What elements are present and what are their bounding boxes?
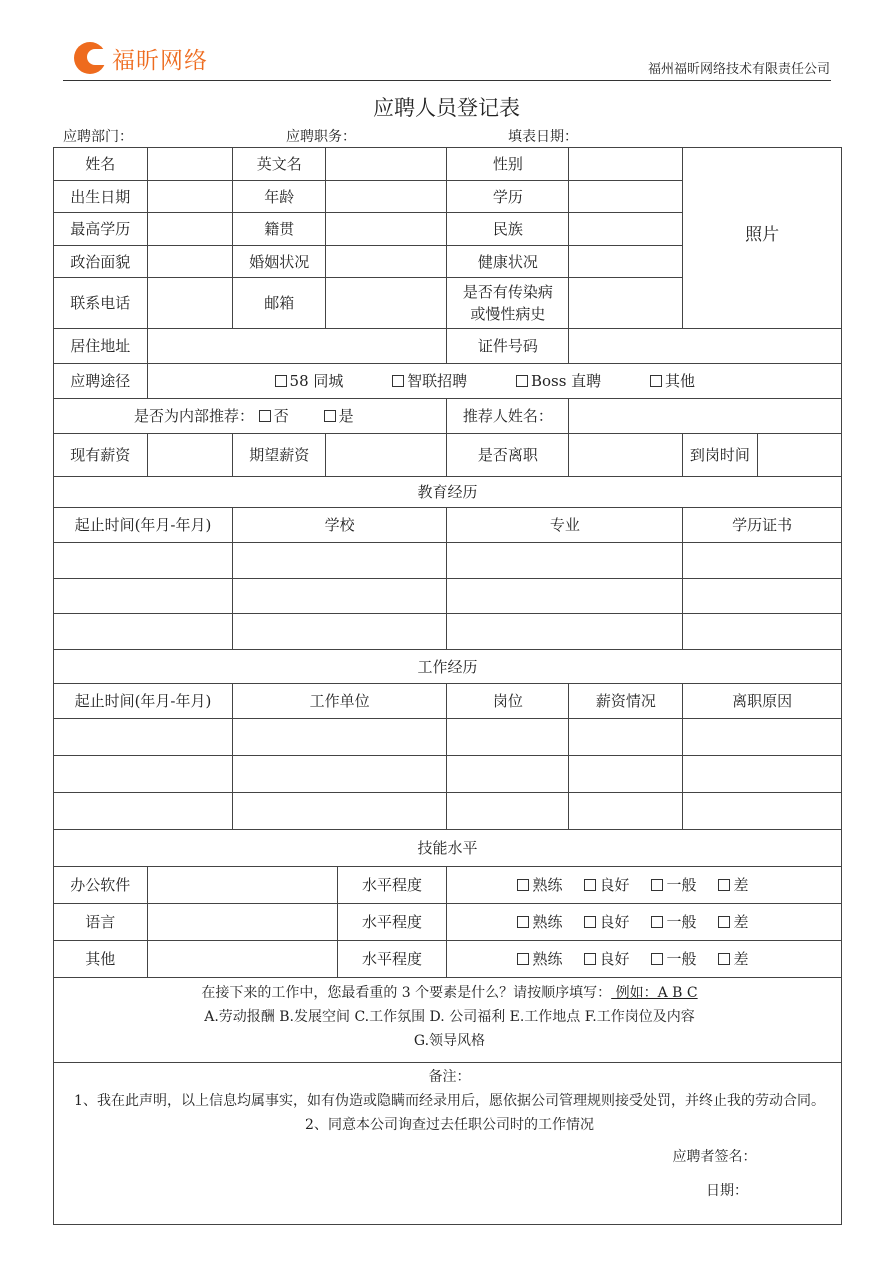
expected-salary-field[interactable] [326, 434, 447, 477]
checkbox-icon [650, 375, 662, 387]
work-cell[interactable] [232, 756, 447, 793]
referrer-field[interactable] [569, 399, 842, 434]
company-name: 福州福昕网络技术有限责任公司 [647, 62, 830, 77]
page-title: 应聘人员登记表 [373, 96, 520, 120]
checkbox-icon [517, 916, 529, 928]
current-salary-field[interactable] [147, 434, 232, 477]
disease-label-line1: 是否有传染病 [462, 283, 553, 301]
education-label: 学历 [447, 181, 569, 213]
signature-label[interactable]: 应聘者签名： [672, 1149, 757, 1165]
skills-section-title: 技能水平 [54, 830, 842, 867]
edu-cell[interactable] [447, 614, 683, 650]
english-name-label: 英文名 [232, 148, 326, 181]
skill-level-label: 水平程度 [337, 867, 447, 904]
disease-label [447, 278, 569, 329]
factors-options-2: G.领导风格 [413, 1033, 486, 1049]
health-label: 健康状况 [447, 246, 569, 278]
education-section-title: 教育经历 [54, 477, 842, 508]
work-cell[interactable] [232, 719, 447, 756]
highest-edu-label: 最高学历 [54, 213, 148, 246]
edu-cell[interactable] [54, 614, 233, 650]
highest-edu-field[interactable] [147, 213, 232, 246]
start-time-field[interactable] [757, 434, 841, 477]
edu-header-certificate: 学历证书 [683, 508, 842, 543]
notes-block [54, 1063, 842, 1225]
skill-level-label: 水平程度 [337, 904, 447, 941]
checkbox-icon [259, 410, 271, 422]
referral-yes-option[interactable]: 是 [324, 407, 354, 425]
id-no-label: 证件号码 [447, 329, 569, 364]
checkbox-icon [651, 916, 663, 928]
referral-no-option[interactable]: 否 [259, 407, 289, 425]
factors-example: 例如：A B C [611, 985, 698, 1001]
table-row [54, 756, 842, 793]
age-label: 年龄 [232, 181, 326, 213]
edu-cell[interactable] [54, 543, 233, 579]
work-cell[interactable] [569, 719, 683, 756]
work-cell[interactable] [569, 756, 683, 793]
channel-option-boss[interactable]: Boss 直聘 [516, 370, 601, 392]
edu-cell[interactable] [447, 543, 683, 579]
channel-option-zhilian[interactable]: 智联招聘 [392, 370, 467, 392]
checkbox-icon [516, 375, 528, 387]
factors-question: 在接下来的工作中，您最看重的 3 个要素是什么？请按顺序填写： [201, 985, 612, 1001]
notes-line-2: 2、同意本公司询查过去任职公司时的工作情况 [305, 1117, 594, 1133]
checkbox-icon [651, 879, 663, 891]
work-cell[interactable] [232, 793, 447, 830]
skill-language-levels [447, 904, 842, 941]
edu-cell[interactable] [232, 579, 447, 614]
marital-field[interactable] [326, 246, 447, 278]
checkbox-icon [517, 879, 529, 891]
channel-label: 应聘途径 [54, 364, 148, 399]
work-header-period: 起止时间(年月-年月) [54, 684, 233, 719]
english-name-field[interactable] [326, 148, 447, 181]
work-cell[interactable] [683, 756, 842, 793]
health-field[interactable] [569, 246, 683, 278]
email-label: 邮箱 [232, 278, 326, 329]
company-logo [73, 40, 208, 76]
marital-label: 婚姻状况 [232, 246, 326, 278]
start-time-label: 到岗时间 [683, 434, 757, 477]
native-label: 籍贯 [232, 213, 326, 246]
birth-field[interactable] [147, 181, 232, 213]
level-option[interactable]: 差 [718, 874, 748, 896]
work-header-employer: 工作单位 [232, 684, 447, 719]
edu-cell[interactable] [232, 543, 447, 579]
checkbox-icon [718, 916, 730, 928]
edu-cell[interactable] [683, 614, 842, 650]
edu-cell[interactable] [683, 543, 842, 579]
checkbox-icon [584, 953, 596, 965]
level-option[interactable]: 熟练 [517, 911, 562, 933]
ethnic-label: 民族 [447, 213, 569, 246]
work-cell[interactable] [54, 719, 233, 756]
signature-date-label[interactable]: 日期： [706, 1183, 748, 1199]
edu-cell[interactable] [447, 579, 683, 614]
notes-line-1: 1、我在此声明，以上信息均属事实，如有伪造或隐瞒而经录用后，愿依据公司管理规则接受处罚，并终止我的劳动合同。 [74, 1093, 825, 1109]
address-label: 居住地址 [54, 329, 148, 364]
table-row [54, 614, 842, 650]
checkbox-icon [584, 879, 596, 891]
work-header-reason: 离职原因 [683, 684, 842, 719]
work-cell[interactable] [54, 793, 233, 830]
checkbox-icon [718, 953, 730, 965]
channel-option-other[interactable]: 其他 [650, 370, 695, 392]
id-no-field[interactable] [569, 329, 842, 364]
political-field[interactable] [147, 246, 232, 278]
work-header-post: 岗位 [447, 684, 569, 719]
work-cell[interactable] [447, 719, 569, 756]
dept-label: 应聘部门： [63, 129, 133, 145]
notes-title: 备注： [428, 1069, 471, 1085]
factors-block[interactable] [54, 978, 842, 1063]
checkbox-icon [324, 410, 336, 422]
work-cell[interactable] [683, 793, 842, 830]
expected-salary-label: 期望薪资 [232, 434, 326, 477]
work-cell[interactable] [54, 756, 233, 793]
current-salary-label: 现有薪资 [54, 434, 148, 477]
level-option[interactable]: 熟练 [517, 948, 562, 970]
table-row [54, 793, 842, 830]
disease-label-line2: 或慢性病史 [470, 305, 546, 323]
skill-office-label: 办公软件 [54, 867, 148, 904]
logo-text: 福昕网络 [112, 47, 208, 74]
edu-cell[interactable] [683, 579, 842, 614]
skill-other-label: 其他 [54, 941, 148, 978]
resigned-field[interactable] [569, 434, 683, 477]
resigned-label: 是否离职 [447, 434, 569, 477]
birth-label: 出生日期 [54, 181, 148, 213]
age-field[interactable] [326, 181, 447, 213]
phone-label: 联系电话 [54, 278, 148, 329]
native-field[interactable] [326, 213, 447, 246]
edu-cell[interactable] [54, 579, 233, 614]
name-field[interactable] [147, 148, 232, 181]
registration-form-table [53, 147, 842, 1225]
work-cell[interactable] [447, 756, 569, 793]
checkbox-icon [584, 916, 596, 928]
level-option[interactable]: 一般 [651, 911, 696, 933]
ethnic-field[interactable] [569, 213, 683, 246]
channel-options [147, 364, 841, 399]
skill-office-levels [447, 867, 842, 904]
edu-header-period: 起止时间(年月-年月) [54, 508, 233, 543]
skill-other-field[interactable] [147, 941, 337, 978]
checkbox-icon [275, 375, 287, 387]
header-divider [63, 80, 831, 81]
gender-label: 性别 [447, 148, 569, 181]
level-option[interactable]: 熟练 [517, 874, 562, 896]
level-option[interactable]: 良好 [584, 874, 629, 896]
checkbox-icon [651, 953, 663, 965]
skill-office-field[interactable] [147, 867, 337, 904]
work-header-salary: 薪资情况 [569, 684, 683, 719]
referral-row [54, 399, 447, 434]
table-row [54, 543, 842, 579]
channel-option-58[interactable]: 58 同城 [275, 370, 344, 392]
position-label: 应聘职务： [286, 129, 356, 145]
work-cell[interactable] [569, 793, 683, 830]
work-section-title: 工作经历 [54, 650, 842, 684]
checkbox-icon [718, 879, 730, 891]
email-field[interactable] [326, 278, 447, 329]
level-option[interactable]: 良好 [584, 911, 629, 933]
skill-language-field[interactable] [147, 904, 337, 941]
name-label: 姓名 [54, 148, 148, 181]
table-row [54, 579, 842, 614]
level-option[interactable]: 一般 [651, 948, 696, 970]
factors-options: A.劳动报酬 B.发展空间 C.工作氛围 D. 公司福利 E.工作地点 F.工作岗位及内容 [204, 1009, 695, 1025]
edu-cell[interactable] [232, 614, 447, 650]
skill-language-label: 语言 [54, 904, 148, 941]
checkbox-icon [517, 953, 529, 965]
level-option[interactable]: 差 [718, 911, 748, 933]
level-option[interactable]: 一般 [651, 874, 696, 896]
phone-field[interactable] [147, 278, 232, 329]
referral-label: 是否为内部推荐： [134, 407, 255, 425]
photo-box[interactable]: 照片 [683, 148, 842, 329]
referrer-label: 推荐人姓名： [447, 399, 569, 434]
level-option[interactable]: 差 [718, 948, 748, 970]
logo-mark-icon [73, 41, 107, 75]
address-field[interactable] [147, 329, 447, 364]
work-cell[interactable] [447, 793, 569, 830]
table-row [54, 719, 842, 756]
work-cell[interactable] [683, 719, 842, 756]
skill-level-label: 水平程度 [337, 941, 447, 978]
fill-date-label: 填表日期： [508, 129, 578, 145]
skill-other-levels [447, 941, 842, 978]
disease-field[interactable] [569, 278, 683, 329]
checkbox-icon [392, 375, 404, 387]
edu-header-school: 学校 [232, 508, 447, 543]
edu-header-major: 专业 [447, 508, 683, 543]
education-field[interactable] [569, 181, 683, 213]
political-label: 政治面貌 [54, 246, 148, 278]
level-option[interactable]: 良好 [584, 948, 629, 970]
gender-field[interactable] [569, 148, 683, 181]
